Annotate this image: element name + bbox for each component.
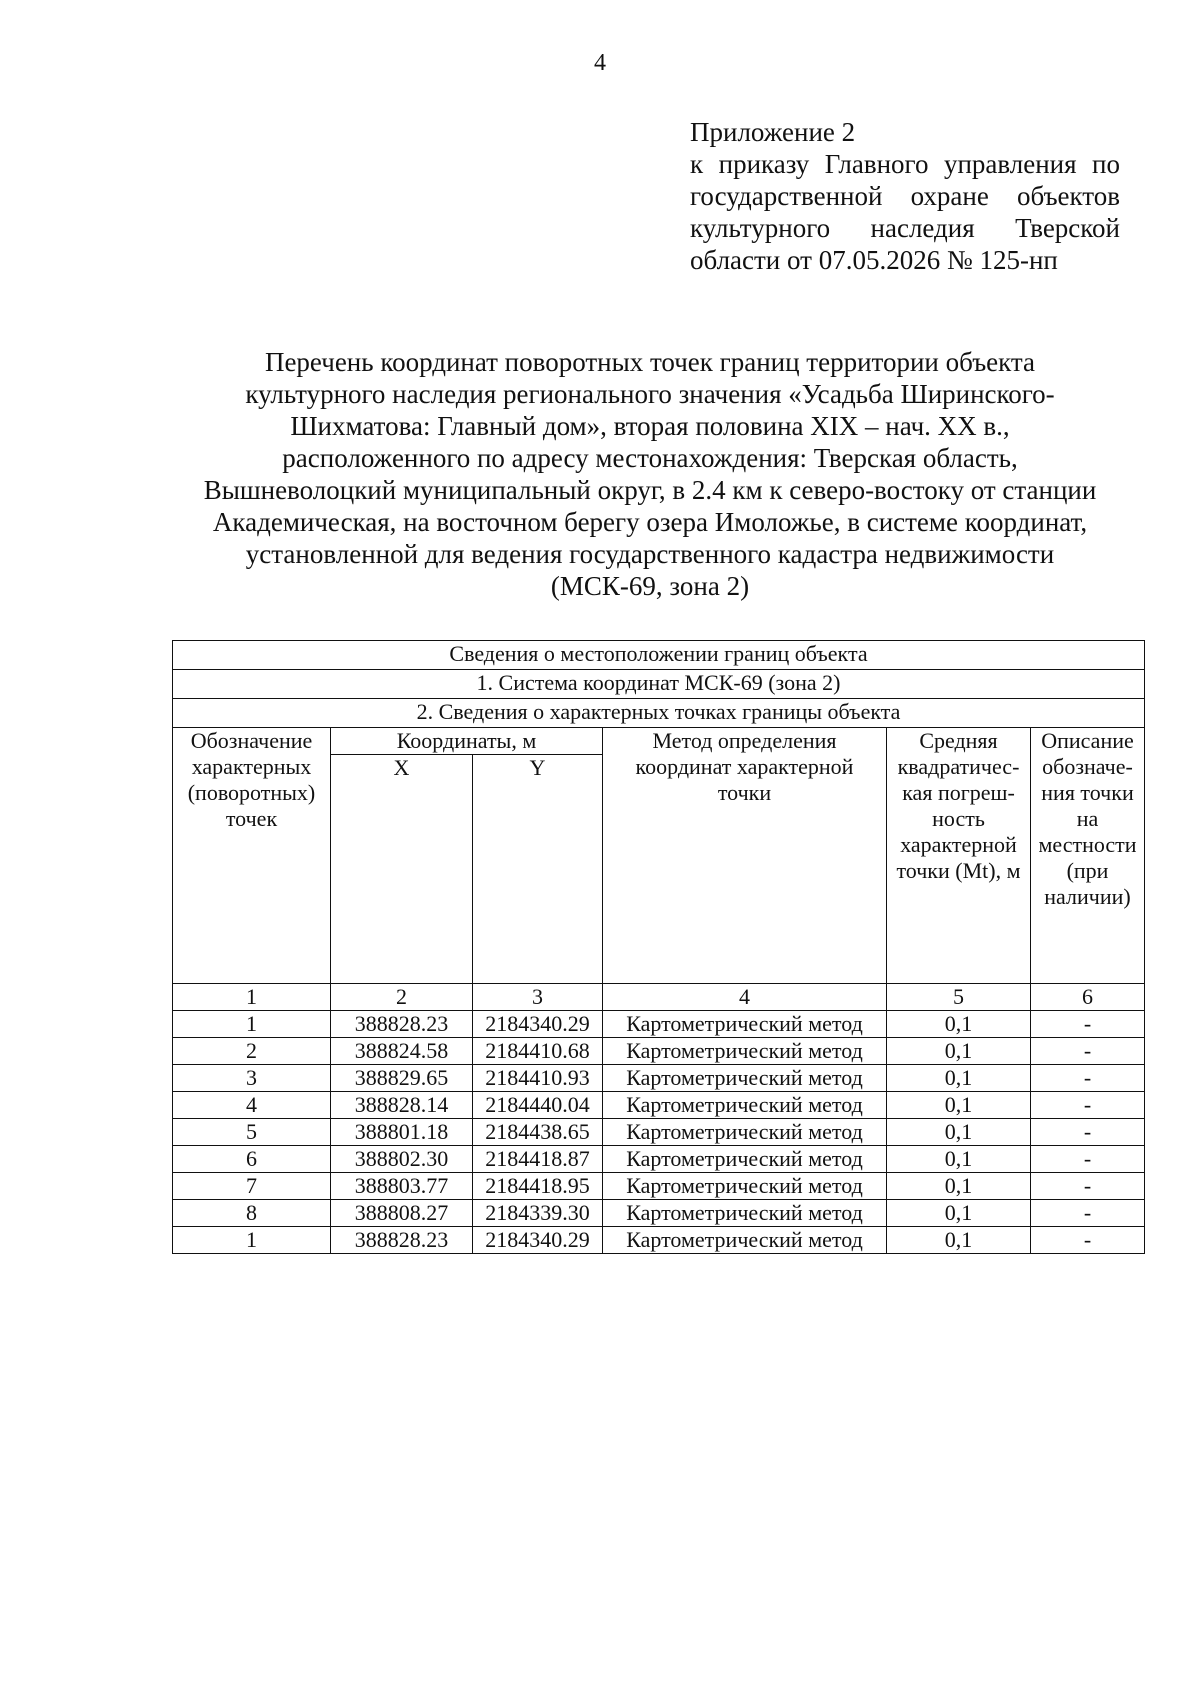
heading-line: расположенного по адресу местонахождения: Тверская область, [282, 443, 1018, 473]
page-number: 4 [594, 50, 606, 76]
y-coordinate-cell: 2184340.29 [473, 1011, 603, 1038]
section-header: 1. Система координат МСК-69 (зона 2) [173, 670, 1145, 699]
column-number: 3 [473, 984, 603, 1011]
description-cell: - [1031, 1119, 1145, 1146]
method-cell: Картометрический метод [603, 1038, 887, 1065]
x-coordinate-cell: 388829.65 [331, 1065, 473, 1092]
description-cell: - [1031, 1038, 1145, 1065]
appendix-block [690, 116, 1120, 276]
x-coordinate-cell: 388801.18 [331, 1119, 473, 1146]
method-cell: Картометрический метод [603, 1092, 887, 1119]
y-coordinate-cell: 2184418.87 [473, 1146, 603, 1173]
x-coordinate-cell: 388802.30 [331, 1146, 473, 1173]
error-cell: 0,1 [887, 1119, 1031, 1146]
table-row [173, 1119, 1145, 1146]
section-header: Сведения о местоположении границ объекта [173, 641, 1145, 670]
table-row [173, 1146, 1145, 1173]
error-cell: 0,1 [887, 1092, 1031, 1119]
x-coordinate-cell: 388828.14 [331, 1092, 473, 1119]
point-number-cell: 7 [173, 1173, 331, 1200]
error-cell: 0,1 [887, 1200, 1031, 1227]
point-number-cell: 2 [173, 1038, 331, 1065]
point-number-cell: 8 [173, 1200, 331, 1227]
appendix-title: Приложение 2 [690, 117, 856, 147]
section-header: 2. Сведения о характерных точках границы объекта [173, 699, 1145, 728]
error-cell: 0,1 [887, 1227, 1031, 1254]
error-cell: 0,1 [887, 1011, 1031, 1038]
error-cell: 0,1 [887, 1146, 1031, 1173]
method-cell: Картометрический метод [603, 1227, 887, 1254]
method-cell: Картометрический метод [603, 1011, 887, 1038]
heading-line: Перечень координат поворотных точек границ территории объекта [264, 347, 1036, 377]
appendix-line: государственной охране объектов [690, 181, 1120, 211]
point-number-cell: 3 [173, 1065, 331, 1092]
heading-line: Шихматова: Главный дом», вторая половина XIX – нач. XX в., [290, 411, 1010, 441]
error-cell: 0,1 [887, 1038, 1031, 1065]
heading-line: культурного наследия регионального значения «Усадьба Ширинского- [245, 379, 1055, 409]
table-row [173, 1173, 1145, 1200]
table-row [173, 1038, 1145, 1065]
column-number: 5 [887, 984, 1031, 1011]
document-heading [160, 346, 1140, 602]
point-number-cell: 1 [173, 1227, 331, 1254]
description-cell: - [1031, 1173, 1145, 1200]
column-number: 2 [331, 984, 473, 1011]
heading-line: Вышневолоцкий муниципальный округ, в 2.4 км к северо-востоку от станции [203, 475, 1097, 505]
header-x: X [331, 755, 473, 984]
method-cell: Картометрический метод [603, 1119, 887, 1146]
y-coordinate-cell: 2184418.95 [473, 1173, 603, 1200]
header-coordinates: Координаты, м [331, 728, 603, 755]
x-coordinate-cell: 388828.23 [331, 1227, 473, 1254]
method-cell: Картометрический метод [603, 1065, 887, 1092]
table-row [173, 1092, 1145, 1119]
table-row [173, 1011, 1145, 1038]
appendix-line: области от 07.05.2026 № 125-нп [690, 245, 1058, 275]
appendix-line: культурного наследия Тверской [690, 213, 1120, 243]
description-cell: - [1031, 1146, 1145, 1173]
method-cell: Картометрический метод [603, 1200, 887, 1227]
y-coordinate-cell: 2184340.29 [473, 1227, 603, 1254]
header-error: Средняя квадратичес-кая погреш-ность характерной точки (Mt), м [887, 728, 1031, 984]
x-coordinate-cell: 388803.77 [331, 1173, 473, 1200]
x-coordinate-cell: 388824.58 [331, 1038, 473, 1065]
error-cell: 0,1 [887, 1173, 1031, 1200]
y-coordinate-cell: 2184410.93 [473, 1065, 603, 1092]
column-number: 1 [173, 984, 331, 1011]
appendix-line: к приказу Главного управления по [690, 149, 1120, 179]
x-coordinate-cell: 388808.27 [331, 1200, 473, 1227]
column-number: 6 [1031, 984, 1145, 1011]
header-method: Метод определения координат характерной точки [603, 728, 887, 984]
table-row [173, 1227, 1145, 1254]
x-coordinate-cell: 388828.23 [331, 1011, 473, 1038]
description-cell: - [1031, 1200, 1145, 1227]
description-cell: - [1031, 1227, 1145, 1254]
point-number-cell: 1 [173, 1011, 331, 1038]
point-number-cell: 6 [173, 1146, 331, 1173]
y-coordinate-cell: 2184438.65 [473, 1119, 603, 1146]
header-y: Y [473, 755, 603, 984]
heading-line: (МСК-69, зона 2) [550, 571, 750, 601]
heading-line: установленной для ведения государственного кадастра недвижимости [245, 539, 1055, 569]
method-cell: Картометрический метод [603, 1173, 887, 1200]
header-designation: Обозначение характерных (поворотных) точек [173, 728, 331, 984]
error-cell: 0,1 [887, 1065, 1031, 1092]
point-number-cell: 5 [173, 1119, 331, 1146]
column-number: 4 [603, 984, 887, 1011]
table-row [173, 1065, 1145, 1092]
description-cell: - [1031, 1065, 1145, 1092]
y-coordinate-cell: 2184440.04 [473, 1092, 603, 1119]
point-number-cell: 4 [173, 1092, 331, 1119]
description-cell: - [1031, 1011, 1145, 1038]
table-row [173, 1200, 1145, 1227]
y-coordinate-cell: 2184339.30 [473, 1200, 603, 1227]
method-cell: Картометрический метод [603, 1146, 887, 1173]
header-description: Описание обозначе-ния точки на местности (при наличии) [1031, 728, 1145, 984]
description-cell: - [1031, 1092, 1145, 1119]
heading-line: Академическая, на восточном берегу озера Имоложье, в системе координат, [212, 507, 1088, 537]
coordinates-table [172, 640, 1145, 1254]
y-coordinate-cell: 2184410.68 [473, 1038, 603, 1065]
